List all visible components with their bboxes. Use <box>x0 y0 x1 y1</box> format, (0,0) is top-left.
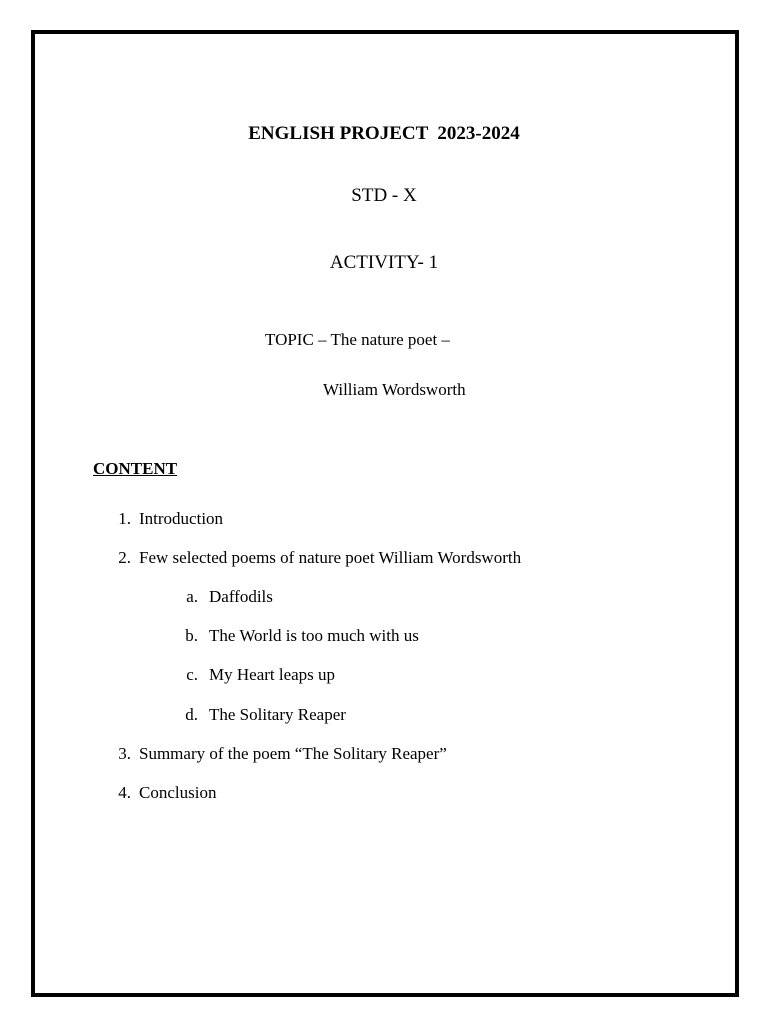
list-item-number: 3. <box>118 744 131 763</box>
topic-author: William Wordsworth <box>323 380 466 399</box>
sub-list-item-letter: b. <box>185 626 198 645</box>
sub-list-item: My Heart leaps up <box>209 665 336 684</box>
topic-line: TOPIC – The nature poet – <box>265 330 450 349</box>
list-item: Conclusion <box>139 783 217 802</box>
sub-list-item: The Solitary Reaper <box>209 705 346 724</box>
list-item-number: 2. <box>118 548 131 567</box>
sub-list-item-letter: c. <box>186 665 198 684</box>
project-title: ENGLISH PROJECT 2023-2024 <box>248 123 520 144</box>
sub-list-item-letter: a. <box>186 587 198 606</box>
standard-label: STD - X <box>351 185 417 206</box>
activity-label: ACTIVITY- 1 <box>329 252 439 273</box>
sub-list-item-letter: d. <box>185 705 198 724</box>
list-item-number: 4. <box>118 783 131 802</box>
list-item: Few selected poems of nature poet William Wordsworth <box>139 548 522 567</box>
page-border <box>31 30 739 997</box>
list-item: Introduction <box>139 509 224 528</box>
list-item: Summary of the poem “The Solitary Reaper” <box>139 744 447 763</box>
content-heading: CONTENT <box>93 459 178 478</box>
list-item-number: 1. <box>118 509 131 528</box>
sub-list-item: Daffodils <box>209 587 273 606</box>
sub-list-item: The World is too much with us <box>209 626 419 645</box>
